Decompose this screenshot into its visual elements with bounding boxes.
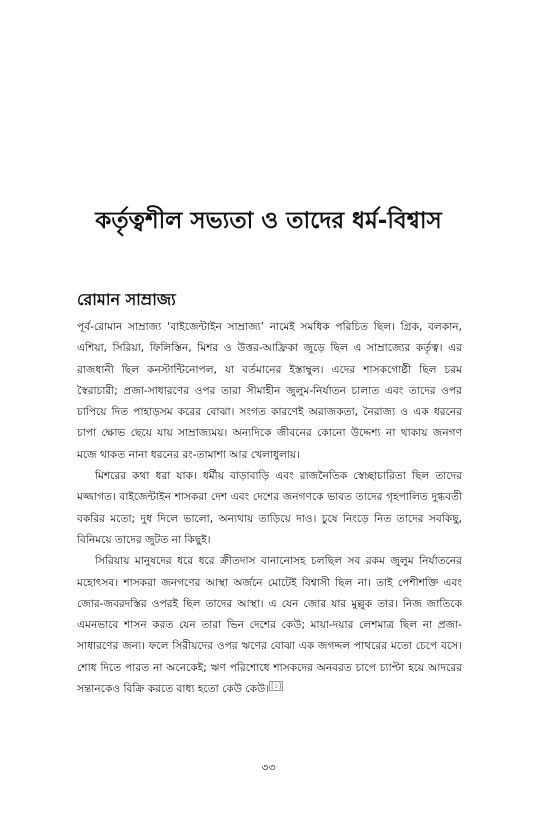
body-text bbox=[77, 317, 462, 700]
paragraph-1: পূর্ব-রোমান সাম্রাজ্য ‘বাইজেন্টাইন সাম্রাজ্য’ নামেই সমধিক পরিচিত ছিল। গ্রিক, বলকান, এশিয়া, সিরিয়া, ফিলিস্তিন, মিশর ও উত্তর-আফ্রিকা জুড়ে ছিল এ সাম্রাজ্যের কর্তৃত্ব। এর রাজধানী ছিল কনস্টান্টিনোপল, যা বর্তমানের ইস্তাম্বুল। এদের শাসকগোষ্ঠী ছিল চরম স্বৈরাচারী; প্রজা-সাধারণের ওপর তারা সীমাহীন জুলুম-নির্যাতন চালাত এবং তাদের ওপর চাপিয়ে দিত পাহাড়সম করের বোঝা। সংগত কারণেই অরাজকতা, নৈরাজ্য ও এক ধরনের চাপা ক্ষোভ ছেয়ে যায় সাম্রাজ্যময়। অন্যদিকে জীবনের কোনো উদ্দেশ্য না থাকায় জনগণ মজে থাকত নানা ধরনের রং-তামাশা আর খেলাধুলায়। bbox=[77, 321, 462, 461]
paragraph-2: মিশরের কথা ধরা যাক। ধর্মীয় বাড়াবাড়ি এবং রাজনৈতিক স্বেচ্ছাচারিতা ছিল তাদের মজ্জাগত। বাইজেন্টাইন শাসকরা দেশ এবং দেশের জনগণকে ভাবত তাদের গৃহপালিত দুগ্ধবতী বকরির মতো; দুধ দিলে ভালো, অন্যথায় তাড়িয়ে দাও। চুষে নিংড়ে নিত তাদের সবকিছু, বিনিময়ে তাদের জুটত না কিছুই। bbox=[77, 470, 462, 546]
paragraph-3-text: সিরিয়ায় মানুষদের ধরে ধরে ক্রীতদাস বানানোসহ চলছিল সব রকম জুলুম নির্যাতনের মহোৎসব। শাসকরা জনগণের আস্থা অর্জনে মোটেই বিশ্বাসী ছিল না। তাই পেশীশক্তি এবং জোর-জবরদস্তির ওপরই ছিল তাদের আস্থা। এ যেন জোর যার মুল্লুক তার। নিজ জাতিকে এমনভাবে শাসন করত যেন তারা ভিন দেশের কেউ; মায়া-দয়ার লেশমাত্র ছিল না প্রজা-সাধারণের জন্য। ফলে সিরীয়দের ওপর ঋণের বোঝা এক জগদ্দল পাথরের মতো চেপে বসে। শোধ দিতে পারত না অনেকেই; ঋণ পরিশোধে শাসকদের অনবরত চাপে চ্যাপ্টা হয়ে আদরের সন্তানকেও বিক্রি করতে বাধ্য হতো কেউ কেউ। bbox=[77, 555, 462, 696]
footnote-reference[interactable]: [১] bbox=[271, 681, 282, 690]
paragraph-3 bbox=[77, 551, 462, 700]
page-number: ৩৩ bbox=[261, 761, 276, 774]
chapter-title: কর্তৃত্বশীল সভ্যতা ও তাদের ধর্ম-বিশ্বাস bbox=[95, 208, 442, 234]
section-heading: রোমান সাম্রাজ্য bbox=[77, 290, 176, 309]
